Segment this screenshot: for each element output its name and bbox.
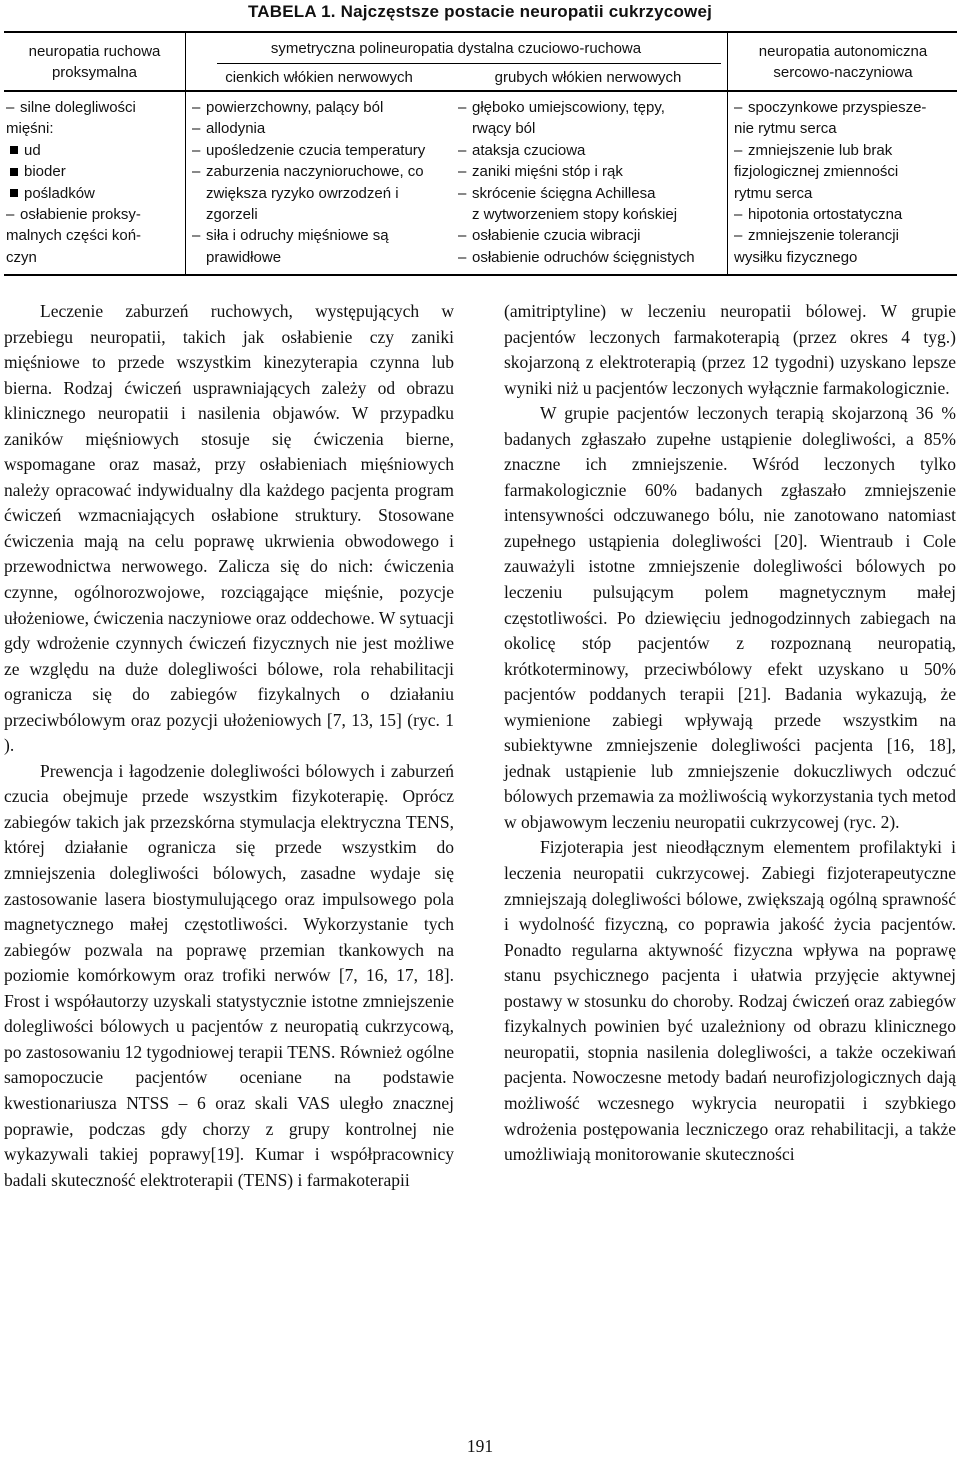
dash-bullet: – bbox=[734, 99, 743, 116]
list-item: zwiększa ryzyko owrzodzeń i bbox=[206, 184, 399, 202]
list-item: – allodynia bbox=[192, 118, 454, 139]
dash-bullet: – bbox=[6, 99, 15, 116]
table-title: TABELA 1. Najczęstsze postacie neuropatii cukrzycowej bbox=[247, 2, 713, 21]
list-item: – głęboko umiejscowiony, tępy, bbox=[458, 97, 724, 118]
list-item: ud bbox=[6, 140, 182, 161]
list-item: pośladków bbox=[6, 183, 182, 204]
list-item: zgorzeli bbox=[206, 206, 258, 224]
cell-autonomic bbox=[734, 97, 956, 268]
list-item: prawidłowe bbox=[206, 248, 282, 266]
list-item: – zmniejszenie lub brak bbox=[734, 140, 956, 161]
paragraph: Leczenie zaburzeń ruchowych, występujących w przebiegu neuropatii, takich jak osłabienie czy zaniki mięśniowe to przede wszystkim kinezyterapia czynna lub bierna. Rodzaj ćwiczeń usprawniających zależy od obrazu klinicznego neuropatii i nasilenia objawów. W przypadku zaników mięśniowych stosuje się ćwiczenia bierne, wspomagane oraz masaż, przy osłabieniach mięśniowych należy opracować indywidualny dla każdego pacjenta program ćwiczeń wzmacniających osłabione struktury. Stosowane ćwiczenia mają na celu poprawę ukrwienia obwodowego i przewodnictwa nerwowego. Zalicza się do nich: ćwiczenia czynne, ogólnorozwojowe, rozciągające mięśnie, pozycje ułożeniowe, ćwiczenia naczyniowe oraz oddechowe. W sytuacji gdy wdrożenie czynnych ćwiczeń fizycznych nie jest możliwe ze względu na duże dolegliwości bólowe, rola rehabilitacji ogranicza się do zabiegów fizykalnych o działaniu przeciwbólowym oraz pozycji ułożeniowych [7, 13, 15] (ryc. 1 ). bbox=[4, 301, 454, 756]
dash-bullet: – bbox=[192, 163, 201, 181]
page-number: 191 bbox=[466, 1436, 494, 1456]
list-item: fizjologicznej zmienności bbox=[734, 163, 899, 181]
list-item: – osłabienie proksy- bbox=[6, 204, 182, 225]
cell-large-fibres bbox=[458, 97, 724, 268]
dash-bullet: – bbox=[458, 184, 467, 202]
list-item: – zaburzenia naczynioruchowe, co bbox=[192, 161, 454, 182]
dash-bullet: – bbox=[458, 163, 467, 181]
list-item: – zaniki mięśni stóp i rąk bbox=[458, 161, 724, 182]
dash-bullet: – bbox=[458, 99, 467, 116]
dash-bullet: – bbox=[734, 141, 743, 159]
body-column-right bbox=[504, 299, 956, 1168]
list-item: czyn bbox=[6, 248, 37, 266]
header-large-fibres: grubych włókien nerwowych bbox=[494, 69, 682, 86]
list-item: mięśni: bbox=[6, 120, 54, 138]
square-bullet-icon bbox=[10, 168, 18, 176]
list-item: – osłabienie odruchów ścięgnistych bbox=[458, 247, 724, 268]
table-header-rule bbox=[4, 90, 957, 92]
table-divider-2 bbox=[727, 31, 728, 276]
list-item: rwący ból bbox=[472, 120, 536, 138]
list-item: – osłabienie czucia wibracji bbox=[458, 225, 724, 246]
header-proximal-line2: proksymalna bbox=[51, 64, 138, 81]
header-autonomic-line2: sercowo-naczyniowa bbox=[773, 64, 913, 81]
body-column-left bbox=[4, 299, 454, 1193]
dash-bullet: – bbox=[458, 227, 467, 245]
list-item: – upośledzenie czucia temperatury bbox=[192, 140, 454, 161]
header-proximal-line1: neuropatia ruchowa bbox=[28, 43, 161, 60]
dash-bullet: – bbox=[192, 99, 201, 116]
square-bullet-icon bbox=[10, 189, 18, 197]
table-subheader-rule bbox=[217, 63, 721, 64]
header-autonomic bbox=[730, 41, 956, 83]
list-item: rytmu serca bbox=[734, 184, 813, 202]
table-top-rule bbox=[4, 31, 957, 33]
list-item: nie rytmu serca bbox=[734, 120, 837, 138]
dash-bullet: – bbox=[458, 141, 467, 159]
dash-bullet: – bbox=[458, 248, 467, 266]
list-item: wysiłku fizycznego bbox=[734, 248, 858, 266]
paragraph: Fizjoterapia jest nieodłącznym elementem profilaktyki i leczenia neuropatii cukrzycowej. Zabiegi fizjoterapeutyczne zmniejszają dolegliwości bólowe, zwiększają ogólną sprawność i wydolność fizyczną, co poprawia jakość życia pacjentów. Ponadto regularna aktywność fizyczna wpływa na poprawę stanu psychicznego pacjenta i ułatwia przyjęcie aktywnej postawy w stosunku do choroby. Rodzaj ćwiczeń oraz zabiegów fizykalnych powinien być uzależniony od obrazu klinicznego neuropatii, stopnia nasilenia dolegliwości, a także oczekiwań pacjenta. Nowoczesne metody badań neurofizjologicznych dają możliwość wczesnego wykrycia neuropatii i szybkiego wdrożenia postępowania leczniczego oraz rehabilitacji, a także umożliwiają monitorowanie skuteczności bbox=[504, 837, 956, 1165]
paragraph: (amitriptyline) w leczeniu neuropatii bólowej. W grupie pacjentów leczonych farmakoterapią (przez okres 4 tyg.) skojarzoną z elektroterapią (przez 12 tygodni) uzyskano lepsze wyniki niż u pacjentów leczonych wyłącznie farmakologicznie. bbox=[504, 301, 956, 398]
dash-bullet: – bbox=[734, 227, 743, 245]
dash-bullet: – bbox=[734, 206, 743, 224]
list-item: z wytworzeniem stopy końskiej bbox=[472, 206, 678, 224]
header-polyneuropathy: symetryczna polineuropatia dystalna czuciowo-ruchowa bbox=[270, 40, 642, 57]
list-item: – hipotonia ortostatyczna bbox=[734, 204, 956, 225]
list-item: – skrócenie ścięgna Achillesa bbox=[458, 183, 724, 204]
paragraph: Prewencja i łagodzenie dolegliwości bólowych i zaburzeń czucia obejmuje przede wszystkim fizykoterapię. Oprócz zabiegów takich jak przezskórna stymulacja elektryczna TENS, której działanie ogranicza się przede wszystkim do zmniejszenia dolegliwości bólowych, zasadne wydaje się zastosowanie lasera biostymulującego oraz impulsowego pola magnetycznego małej częstotliwości. Wykorzystanie tych zabiegów pozwala na poprawę przemian tkankowych na poziomie komórkowym oraz trofiki nerwów [7, 16, 17, 18]. Frost i współautorzy uzyskali statystycznie istotne zmniejszenie dolegliwości bólowych u pacjentów z neuropatią cukrzycową, po zastosowaniu 12 tygodniowej terapii TENS. Również ogólne samopoczucie pacjentów oceniane na podstawie kwestionariusza NTSS – 6 oraz skali VAS uległo znacznej poprawie, podczas gdy chorzy z grupy kontrolnej nie wykazywali takiej poprawy[19]. Kumar i współpracownicy badali skuteczność elektroterapii (TENS) i farmakoterapii bbox=[4, 760, 454, 1190]
square-bullet-icon bbox=[10, 146, 18, 154]
table-bottom-rule bbox=[4, 274, 957, 276]
neuropathy-table bbox=[4, 31, 957, 276]
dash-bullet: – bbox=[192, 120, 201, 138]
list-item: bioder bbox=[6, 161, 182, 182]
list-item: – zmniejszenie tolerancji bbox=[734, 225, 956, 246]
dash-bullet: – bbox=[192, 227, 201, 245]
header-small-fibres: cienkich włókien nerwowych bbox=[225, 69, 413, 86]
header-autonomic-line1: neuropatia autonomiczna bbox=[758, 43, 928, 60]
dash-bullet: – bbox=[6, 206, 15, 224]
list-item: – siła i odruchy mięśniowe są bbox=[192, 225, 454, 246]
cell-small-fibres bbox=[192, 97, 454, 268]
table-divider-1 bbox=[185, 31, 186, 276]
list-item: malnych części koń- bbox=[6, 227, 142, 245]
list-item: – ataksja czuciowa bbox=[458, 140, 724, 161]
list-item: – silne dolegliwości bbox=[6, 97, 182, 118]
list-item: – spoczynkowe przyspiesze- bbox=[734, 97, 956, 118]
list-item: – powierzchowny, palący ból bbox=[192, 97, 454, 118]
cell-proximal-symptoms bbox=[6, 97, 182, 268]
paragraph: W grupie pacjentów leczonych terapią skojarzoną 36 % badanych zgłaszało zupełne ustąpienie dolegliwości, a 85% znaczne ich zmniejszenie. Wśród leczonych tylko farmakologicznie 60% badanych zgłaszało zmniejszenie intensywności odczuwanego bólu, nie zanotowano natomiast zupełnego ustąpienia dolegliwości [20]. Wientraub i Cole zauważyli istotne zmniejszenie dolegliwości bólowych po leczeniu pulsującym polem magnetycznym małej częstotliwości. Po dziewięciu jednogodzinnych zabiegach na okolicę stóp pacjentów z rozpoznaną neuropatią, krótkoterminowy, przeciwbólowy efekt uzyskano u 50% pacjentów poddanych terapii [21]. Badania wykazują, że wymienione zabiegi wpływają przede wszystkim na subiektywne zmniejszenie dolegliwości pacjenta [16, 18], jednak ustąpienie lub zmniejszenie dokuczliwych odczuć bólowych przemawia za możliwością wykorzystania tych metod w objawowym leczeniu neuropatii cukrzycowej (ryc. 2). bbox=[504, 403, 956, 832]
dash-bullet: – bbox=[192, 141, 201, 159]
header-proximal bbox=[4, 41, 185, 83]
